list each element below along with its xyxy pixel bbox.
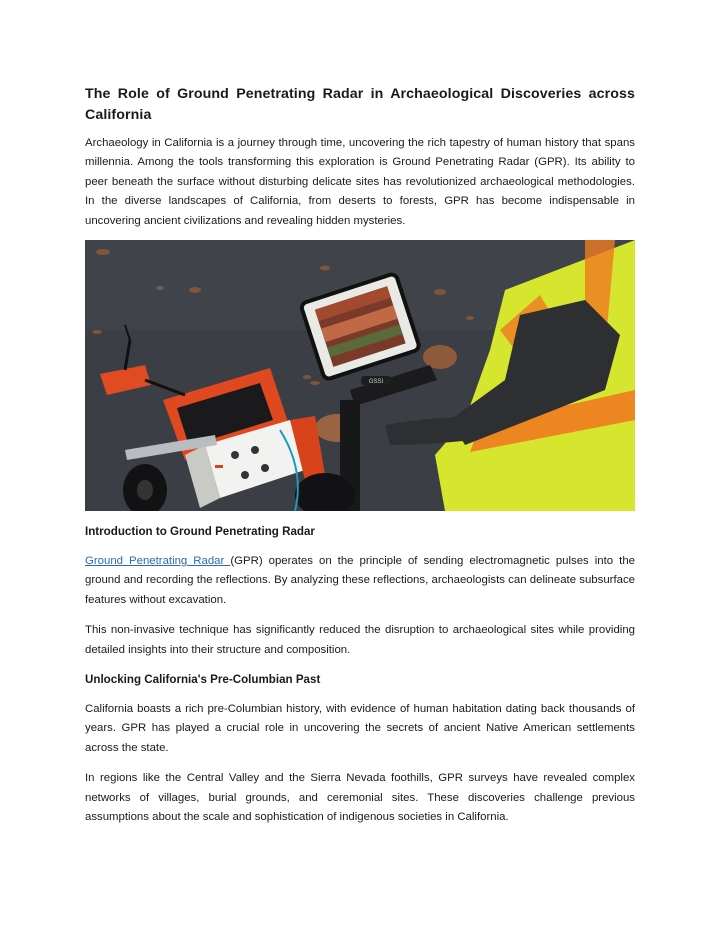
intro-paragraph: Archaeology in California is a journey through time, uncovering the rich tapestry of human history that spans millennia. Among the tools transforming this exploration is Ground Penetrating Radar (GPR). Its ability to peer beneath the surface without disturbing delicate sites has revolutionized archaeological methodologies. In the diverse landscapes of California, from deserts to forests, GPR has become indispensable in uncovering ancient civilizations and revealing hidden mysteries. (85, 137, 635, 227)
document-page (85, 84, 635, 839)
article-title: The Role of Ground Penetrating Radar in Archaeological Discoveries across California (85, 86, 635, 123)
gpr-link[interactable]: Ground Penetrating Radar (85, 555, 231, 568)
section-heading-pre-columbian: Unlocking California's Pre-Columbian Past (85, 673, 321, 687)
gssi-logo: GSSI (368, 379, 384, 386)
section-heading-intro-gpr: Introduction to Ground Penetrating Radar (85, 525, 315, 539)
intro-gpr-paragraph-1 (85, 552, 635, 610)
pre-columbian-paragraph-1: California boasts a rich pre-Columbian history, with evidence of human habitation dating back thousands of years. GPR has played a crucial role in uncovering the secrets of ancient Native American settlements across the state. (85, 703, 635, 754)
intro-gpr-paragraph-1-text: (GPR) operates on the principle of sending electromagnetic pulses into the ground and recording the reflections. By analyzing these reflections, archaeologists can delineate subsurface features without excavation. (85, 555, 635, 606)
intro-gpr-paragraph-2: This non-invasive technique has significantly reduced the disruption to archaeological sites while providing detailed insights into their structure and composition. (85, 624, 635, 656)
pre-columbian-paragraph-2: In regions like the Central Valley and the Sierra Nevada foothills, GPR surveys have revealed complex networks of villages, burial grounds, and ceremonial sites. These discoveries challenge previous assumptions about the scale and sophistication of indigenous societies in California. (85, 772, 635, 824)
gpr-photo-illustration (85, 240, 635, 511)
gpr-photo (85, 240, 635, 511)
